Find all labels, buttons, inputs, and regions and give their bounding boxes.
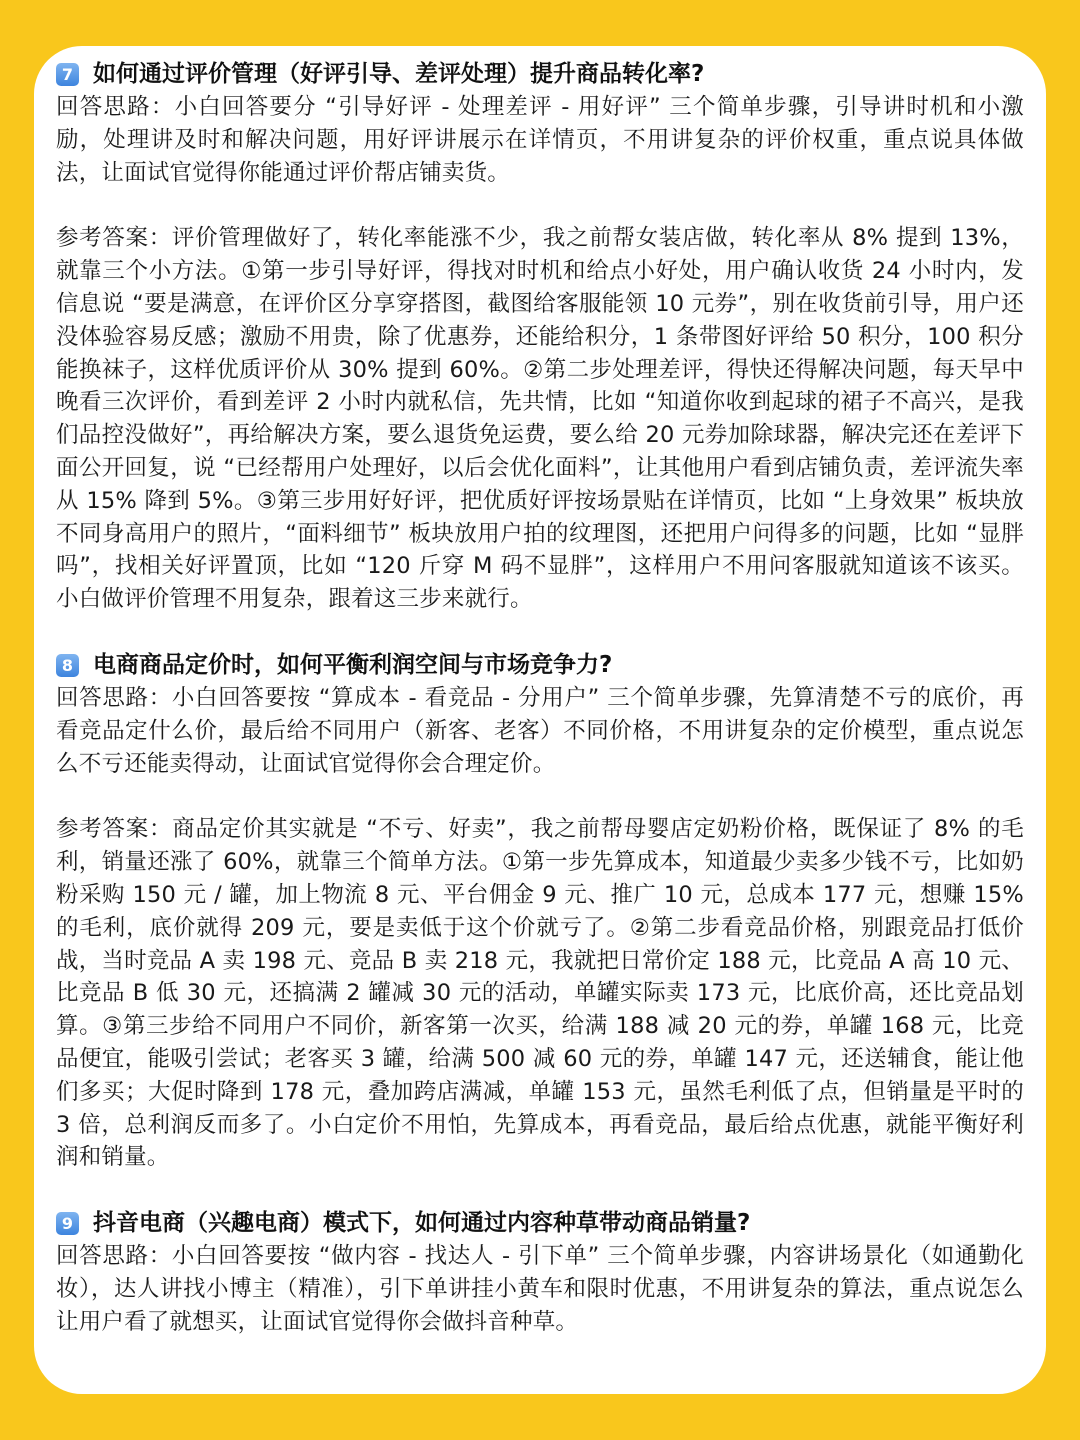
reference-answer: 参考答案：评价管理做好了，转化率能涨不少，我之前帮女装店做，转化率从 8% 提到 13%，就靠三个小方法。①第一步引导好评，得找对时机和给点小好处，用户确认收货 24 小时内，发信息说 “要是满意，在评价区分享穿搭图，截图给客服能领 10 元券”，别在收货前引导，用户还没体验容易反感；激励不用贵，除了优惠券，还能给积分，1 条带图好评给 50 积分，100 积分能换袜子，这样优质评价从 30% 提到 60%。②第二步处理差评，得快还得解决问题，每天早中晚看三次评价，看到差评 2 小时内就私信，先共情，比如 “知道你收到起球的裙子不高兴，是我们品控没做好”，再给解决方案，要么退货免运费，要么给 20 元券加除球器，解决完还在差评下面公开回复，说 “已经帮用户处理好，以后会优化面料”，让其他用户看到店铺负责，差评流失率从 15% 降到 5%。③第三步用好好评，把优质好评按场景贴在详情页，比如 “上身效果” 板块放不同身高用户的照片，“面料细节” 板块放用户拍的纹理图，还把用户问得多的问题，比如 “显胖吗”，找相关好评置顶，比如 “120 斤穿 M 码不显胖”，这样用户不用问客服就知道该不该买。小白做评价管理不用复杂，跟着这三步来就行。: [56, 225, 1024, 613]
question-title: [56, 649, 1024, 682]
question-title: [56, 58, 1024, 91]
qa-section-7: [56, 58, 1024, 616]
question-text: 电商商品定价时，如何平衡利润空间与市场竞争力?: [93, 651, 613, 678]
reference-answer: 参考答案：商品定价其实就是 “不亏、好卖”，我之前帮母婴店定奶粉价格，既保证了 8% 的毛利，销量还涨了 60%，就靠三个简单方法。①第一步先算成本，知道最少卖多少钱不亏，比如奶粉采购 150 元 / 罐，加上物流 8 元、平台佣金 9 元、推广 10 元，总成本 177 元，想赚 15% 的毛利，底价就得 209 元，要是卖低于这个价就亏了。②第二步看竞品价格，别跟竞品打低价战，当时竞品 A 卖 198 元、竞品 B 卖 218 元，我就把日常价定 188 元，比竞品 A 高 10 元、比竞品 B 低 30 元，还搞满 2 罐减 30 元的活动，单罐实际卖 173 元，比底价高，还比竞品划算。③第三步给不同用户不同价，新客第一次买，给满 188 减 20 元的券，单罐 168 元，比竞品便宜，能吸引尝试；老客买 3 罐，给满 500 减 60 元的券，单罐 147 元，还送辅食，能让他们多买；大促时降到 178 元，叠加跨店满减，单罐 153 元，虽然毛利低了点，但销量是平时的 3 倍，总利润反而多了。小白定价不用怕，先算成本，再看竞品，最后给点优惠，就能平衡好利润和销量。: [56, 816, 1024, 1171]
question-text: 抖音电商（兴趣电商）模式下，如何通过内容种草带动商品销量?: [93, 1210, 751, 1237]
answer-approach: 回答思路：小白回答要按 “算成本 - 看竞品 - 分用户” 三个简单步骤，先算清楚不亏的底价，再看竞品定什么价，最后给不同用户（新客、老客）不同价格，不用讲复杂的定价模型，重点说怎么不亏还能卖得动，让面试官觉得你会合理定价。: [56, 684, 1024, 777]
question-title: [56, 1207, 1024, 1240]
qa-section-9: [56, 1207, 1024, 1338]
content-card: [34, 46, 1046, 1394]
qa-section-8: [56, 649, 1024, 1174]
number-badge-icon: 7: [56, 63, 79, 86]
paragraph-gap: [56, 780, 1024, 813]
paragraph-gap: [56, 189, 1024, 222]
number-badge-icon: 9: [56, 1212, 79, 1235]
number-badge-icon: 8: [56, 654, 79, 677]
question-text: 如何通过评价管理（好评引导、差评处理）提升商品转化率?: [93, 61, 705, 87]
answer-approach: 回答思路：小白回答要按 “做内容 - 找达人 - 引下单” 三个简单步骤，内容讲场景化（如通勤化妆），达人讲找小博主（精准），引下单讲挂小黄车和限时优惠，不用讲复杂的算法，重点说怎么让用户看了就想买，让面试官觉得你会做抖音种草。: [56, 1243, 1024, 1335]
answer-approach: 回答思路：小白回答要分 “引导好评 - 处理差评 - 用好评” 三个简单步骤，引导讲时机和小激励，处理讲及时和解决问题，用好评讲展示在详情页，不用讲复杂的评价权重，重点说具体做法，让面试官觉得你能通过评价帮店铺卖货。: [56, 94, 1024, 186]
